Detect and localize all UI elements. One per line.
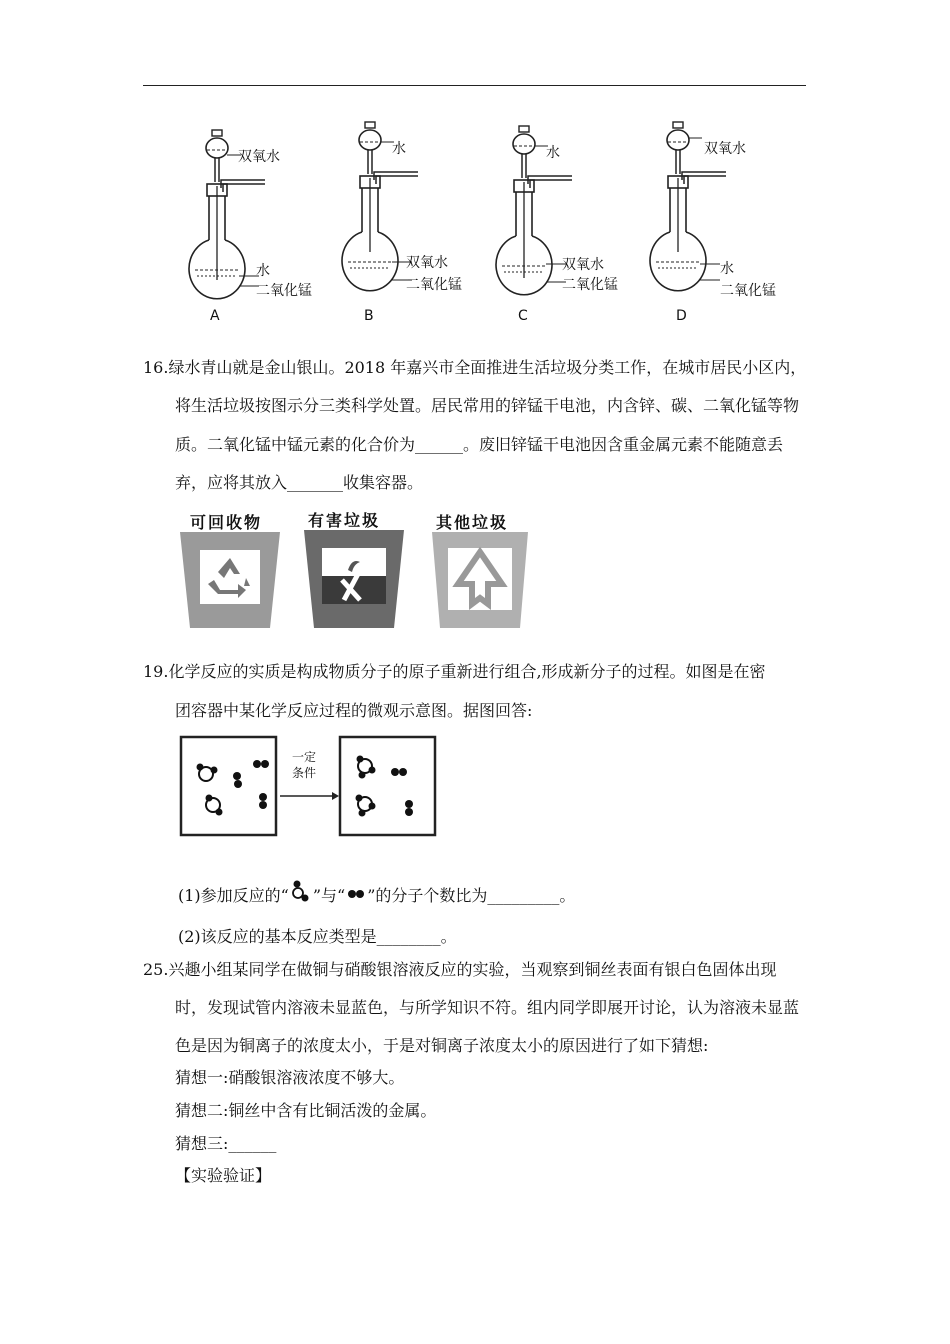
- label-c-funnel: 水: [546, 145, 560, 161]
- bin-hazardous-title: 有害垃圾: [308, 511, 381, 530]
- q25-line2: 时，发现试管内溶液未显蓝色，与所学知识不符。组内同学即展开讨论，认为溶液未显蓝: [175, 998, 800, 1017]
- label-b-flask-bottom: 二氧化锰: [406, 277, 462, 293]
- q19-sub1-mid: ”与“: [312, 886, 346, 905]
- q25-guess1: 猜想一:硝酸银溶液浓度不够大。: [175, 1068, 405, 1087]
- header-rule: [143, 85, 806, 86]
- bin-other-icon: [430, 528, 530, 632]
- q25-line3: 色是因为铜离子的浓度太小，于是对铜离子浓度太小的原因进行了如下猜想:: [175, 1036, 709, 1055]
- label-a-letter: A: [210, 308, 220, 324]
- label-c-letter: C: [518, 308, 528, 324]
- label-b-flask-top: 双氧水: [406, 255, 448, 271]
- q16-line4: 弃，应将其放入_______收集容器。: [175, 473, 424, 492]
- label-b-letter: B: [364, 308, 374, 324]
- condition-label-2: 条件: [292, 766, 317, 780]
- q16-line3: 质。二氧化锰中锰元素的化合价为______。废旧锌锰干电池因含重金属元素不能随意丢: [175, 435, 784, 454]
- label-b-funnel: 水: [392, 141, 406, 157]
- q25-guess2: 猜想二:铜丝中含有比铜活泼的金属。: [175, 1101, 437, 1120]
- q16-line2: 将生活垃圾按图示分三类科学处置。居民常用的锌锰干电池，内含锌、碳、二氧化锰等物: [175, 396, 800, 415]
- label-c-flask-bottom: 二氧化锰: [562, 277, 618, 293]
- bin-recyclable-title: 可回收物: [190, 513, 263, 532]
- condition-label-1: 一定: [292, 750, 317, 764]
- q25-line1: 25.兴趣小组某同学在做铜与硝酸银溶液反应的实验，当观察到铜丝表面有银白色固体出现: [143, 960, 777, 979]
- label-a-flask-top: 水: [256, 263, 270, 279]
- q16-line1: 16.绿水青山就是金山银山。2018 年嘉兴市全面推进生活垃圾分类工作，在城市居民小区内，: [143, 358, 807, 377]
- q25-verify: 【实验验证】: [175, 1166, 272, 1185]
- label-d-funnel: 双氧水: [704, 141, 746, 157]
- q19-line2: 团容器中某化学反应过程的微观示意图。据图回答:: [175, 701, 533, 720]
- label-d-flask-bottom: 二氧化锰: [720, 283, 776, 299]
- molecule-icon-a: [289, 879, 313, 905]
- q19-sub2: (2)该反应的基本反应类型是________。: [178, 927, 457, 946]
- label-c-flask-top: 双氧水: [562, 257, 604, 273]
- q19-line1: 19.化学反应的实质是构成物质分子的原子重新进行组合,形成新分子的过程。如图是在密: [143, 662, 766, 681]
- label-d-letter: D: [676, 308, 687, 324]
- bin-hazardous-icon: [302, 526, 406, 632]
- label-a-flask-bottom: 二氧化锰: [256, 283, 312, 299]
- bin-recyclable-icon: [178, 528, 282, 632]
- q19-sub1-pre: (1)参加反应的“: [178, 886, 289, 905]
- q19-sub1-post: ”的分子个数比为_________。: [367, 886, 576, 905]
- bin-other-title: 其他垃圾: [436, 513, 509, 532]
- q19-sub1: [178, 879, 575, 906]
- label-a-funnel: 双氧水: [238, 149, 280, 165]
- q25-guess3: 猜想三:______: [175, 1134, 277, 1153]
- label-d-flask-top: 水: [720, 261, 734, 277]
- molecule-icon-b: [345, 887, 367, 901]
